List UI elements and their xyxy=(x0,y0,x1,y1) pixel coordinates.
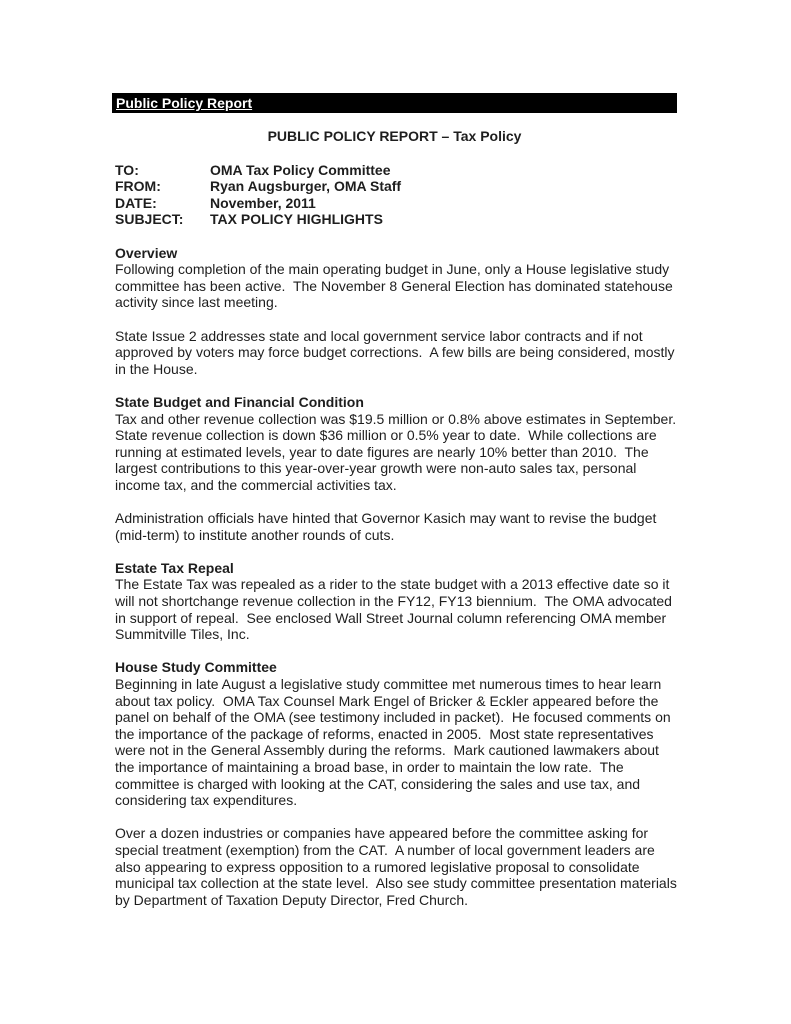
memo-header xyxy=(112,162,677,228)
document-page xyxy=(112,93,684,908)
memo-row-to xyxy=(115,162,677,179)
paragraph: Beginning in late August a legislative study committee met numerous times to hear learn about tax policy. OMA Tax Counsel Mark Engel of Bricker & Eckler appeared before the panel on behalf of the OMA (see testimony included in packet). He focused comments on the importance of the package of reforms, enacted in 2005. Most state representatives were not in the General Assembly during the reforms. Mark cautioned lawmakers about the importance of maintaining a broad base, in order to maintain the low rate. The committee is charged with looking at the CAT, considering the sales and use tax, and considering tax expenditures. xyxy=(115,676,675,809)
paragraph: Following completion of the main operating budget in June, only a House legislative study committee has been active. The November 8 General Election has dominated statehouse activity since last meeting. xyxy=(115,261,677,311)
paragraph: Over a dozen industries or companies have appeared before the committee asking for special treatment (exemption) from the CAT. A number of local government leaders are also appearing to express opposition to a rumored legislative proposal to consolidate municipal tax collection at the state level. Also see study committee presentation materials by Department of Taxation Deputy Director, Fred Church. xyxy=(115,825,681,908)
memo-row-date xyxy=(115,195,677,212)
section-state-budget-heading: State Budget and Financial Condition xyxy=(115,393,364,410)
section-overview xyxy=(115,245,677,378)
memo-label-from: FROM: xyxy=(115,178,161,195)
memo-row-from xyxy=(115,178,677,195)
report-banner xyxy=(112,93,677,113)
paragraph: Administration officials have hinted that Governor Kasich may want to revise the budget (mid-term) to institute another rounds of cuts. xyxy=(115,510,661,543)
memo-value-from: Ryan Augsburger, OMA Staff xyxy=(210,178,402,195)
memo-label-to: TO: xyxy=(115,161,139,178)
paragraph: Tax and other revenue collection was $19.5 million or 0.8% above estimates in September. State revenue collection is down $36 million or 0.5% year to date. While collections are running at estimated levels, year to date figures are nearly 10% better than 2010. The largest contributions to this year-over-year growth were non-auto sales tax, personal income tax, and the commercial activities tax. xyxy=(115,410,684,493)
memo-label-date: DATE: xyxy=(115,194,157,211)
section-state-budget xyxy=(115,393,684,543)
memo-value-date: November, 2011 xyxy=(210,194,316,211)
section-house-study xyxy=(115,659,681,908)
memo-label-subject: SUBJECT: xyxy=(115,211,184,228)
section-estate-tax-heading: Estate Tax Repeal xyxy=(115,559,234,576)
document-body xyxy=(112,244,684,909)
memo-value-to: OMA Tax Policy Committee xyxy=(210,161,391,178)
section-estate-tax xyxy=(115,560,677,643)
banner-title: Public Policy Report xyxy=(116,95,253,111)
section-overview-heading: Overview xyxy=(115,244,178,261)
paragraph: State Issue 2 addresses state and local government service labor contracts and if not approved by voters may force budget corrections. A few bills are being considered, mostly in the House. xyxy=(115,327,679,377)
memo-row-subject xyxy=(115,211,677,228)
memo-value-subject: TAX POLICY HIGHLIGHTS xyxy=(210,211,383,228)
document-title: PUBLIC POLICY REPORT – Tax Policy xyxy=(267,128,522,144)
section-house-study-heading: House Study Committee xyxy=(115,659,277,676)
paragraph: The Estate Tax was repealed as a rider to the state budget with a 2013 effective date so it will not shortchange revenue collection in the FY12, FY13 biennium. The OMA advocated in support of repeal. See enclosed Wall Street Journal column referencing OMA member Summitville Tiles, Inc. xyxy=(115,576,676,643)
